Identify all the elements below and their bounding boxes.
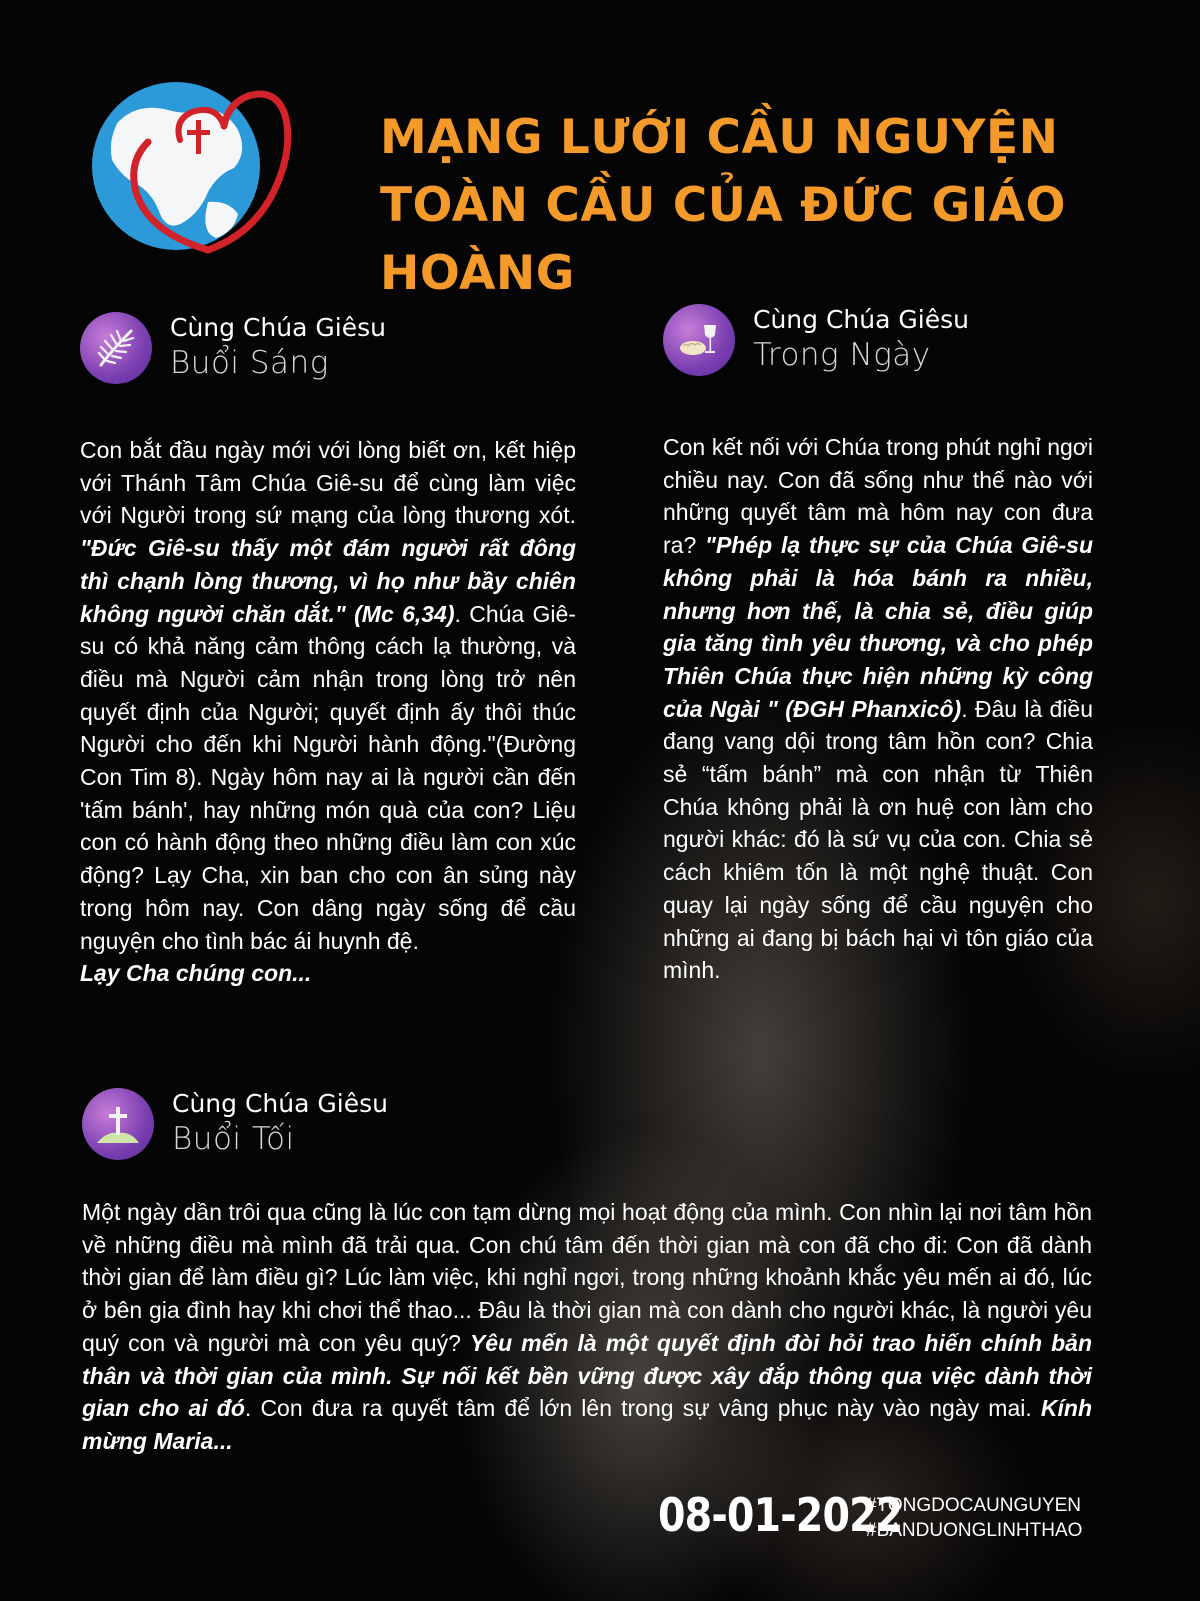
evening-heading: Buổi Tối bbox=[172, 1121, 295, 1157]
evening-text bbox=[82, 1196, 1092, 1458]
bread-wine-icon bbox=[663, 304, 735, 376]
evening-text-part2: . Con đưa ra quyết tâm để lớn lên trong sự vâng phục này vào ngày mai. bbox=[244, 1395, 1041, 1422]
evening-closing: Kính mừng Maria... bbox=[82, 1395, 1092, 1454]
page-title: MẠNG LƯỚI CẦU NGUYỆN TOÀN CẦU CỦA ĐỨC GIÁO HOÀNG bbox=[380, 110, 1067, 301]
morning-heading: Buổi Sáng bbox=[170, 345, 329, 381]
evening-subtitle: Cùng Chúa Giêsu bbox=[172, 1089, 388, 1118]
morning-section-header bbox=[80, 312, 386, 384]
hashtag-2: #BANDUONGLINHTHAO bbox=[866, 1520, 1083, 1541]
midday-text-part2: . Đâu là điều đang vang dội trong tâm hồn con? Chia sẻ “tấm bánh” mà con nhận từ Thiên Chúa không phải là ơn huệ con làm cho người khác: đó là sứ vụ của con. Chia sẻ cách khiêm tốn là một nghệ thuật. Con quay lại ngày sống để cầu nguyện cho những ai đang bị bách hại vì tôn giáo của mình. bbox=[663, 695, 1093, 984]
morning-subtitle: Cùng Chúa Giêsu bbox=[170, 313, 386, 342]
midday-heading: Trong Ngày bbox=[753, 337, 931, 373]
evening-quote: Yêu mến là một quyết định đòi hỏi trao hiến chính bản thân và thời gian của mình. Sự nối kết bền vững được xây đắp thông qua việc dành thời gian cho ai đó bbox=[82, 1329, 1092, 1422]
midday-quote: "Phép lạ thực sự của Chúa Giê-su không phải là hóa bánh ra nhiều, nhưng hơn thế, là chia sẻ, điều giúp gia tăng tình yêu thương, và cho phép Thiên Chúa thực hiện những kỳ công của Ngài " (ĐGH Phanxicô) bbox=[663, 532, 1093, 722]
cross-hill-icon bbox=[82, 1088, 154, 1160]
midday-text bbox=[663, 431, 1093, 987]
hashtag-1: #TONGDOCAUNGUYEN bbox=[866, 1495, 1082, 1516]
morning-text bbox=[80, 434, 576, 990]
date-label: 08-01-2022 bbox=[658, 1488, 903, 1542]
midday-text-part1: Con kết nối với Chúa trong phút nghỉ ngơi chiều nay. Con đã sống như thế nào với những quyết tâm mà hôm nay con đưa ra? bbox=[663, 434, 1093, 559]
globe-heart-logo bbox=[88, 82, 308, 262]
midday-subtitle: Cùng Chúa Giêsu bbox=[753, 305, 969, 334]
morning-text-part1: Con bắt đầu ngày mới với lòng biết ơn, kết hiệp với Thánh Tâm Chúa Giê-su để cùng làm việc với Người trong sứ mạng của lòng thương xót. bbox=[80, 437, 576, 529]
morning-quote: "Đức Giê-su thấy một đám người rất đông thì chạnh lòng thương, vì họ như bầy chiên không người chăn dắt." (Mc 6,34) bbox=[80, 535, 576, 627]
evening-section-header bbox=[82, 1088, 388, 1160]
evening-text-part1: Một ngày dần trôi qua cũng là lúc con tạm dừng mọi hoạt động của mình. Con nhìn lại nơi tâm hồn về những điều mà mình đã trải qua. Con chú tâm đến thời gian mà con đã cho đi: Con đã dành thời gian để làm điều gì? Lúc làm việc, khi nghỉ ngơi, trong những khoảnh khắc yêu mến ai đó, lúc ở bên gia đình hay khi chơi thể thao... Đâu là thời gian mà con dành cho người khác, là người yêu quý con và người mà con yêu quý? bbox=[82, 1199, 1092, 1356]
morning-text-part2: . Chúa Giê-su có khả năng cảm thông cách lạ thường, và điều mà Người cảm nhận trong lòng trở nên quyết định của Người; quyết định ấy thôi thúc Người cho đến khi Người hành động."(Đường Con Tim 8). Ngày hôm nay ai là người cần đến 'tấm bánh', hay những món quà của con? Liệu con có hành động theo những điều làm con xúc động? Lạy Cha, xin ban cho con ân sủng này trong hôm nay. Con dâng ngày sống để cầu nguyện cho tình bác ái huynh đệ. bbox=[80, 600, 576, 954]
hashtags bbox=[866, 1493, 1082, 1543]
palm-leaf-icon bbox=[80, 312, 152, 384]
morning-closing: Lạy Cha chúng con... bbox=[80, 960, 312, 987]
midday-section-header bbox=[663, 304, 969, 376]
